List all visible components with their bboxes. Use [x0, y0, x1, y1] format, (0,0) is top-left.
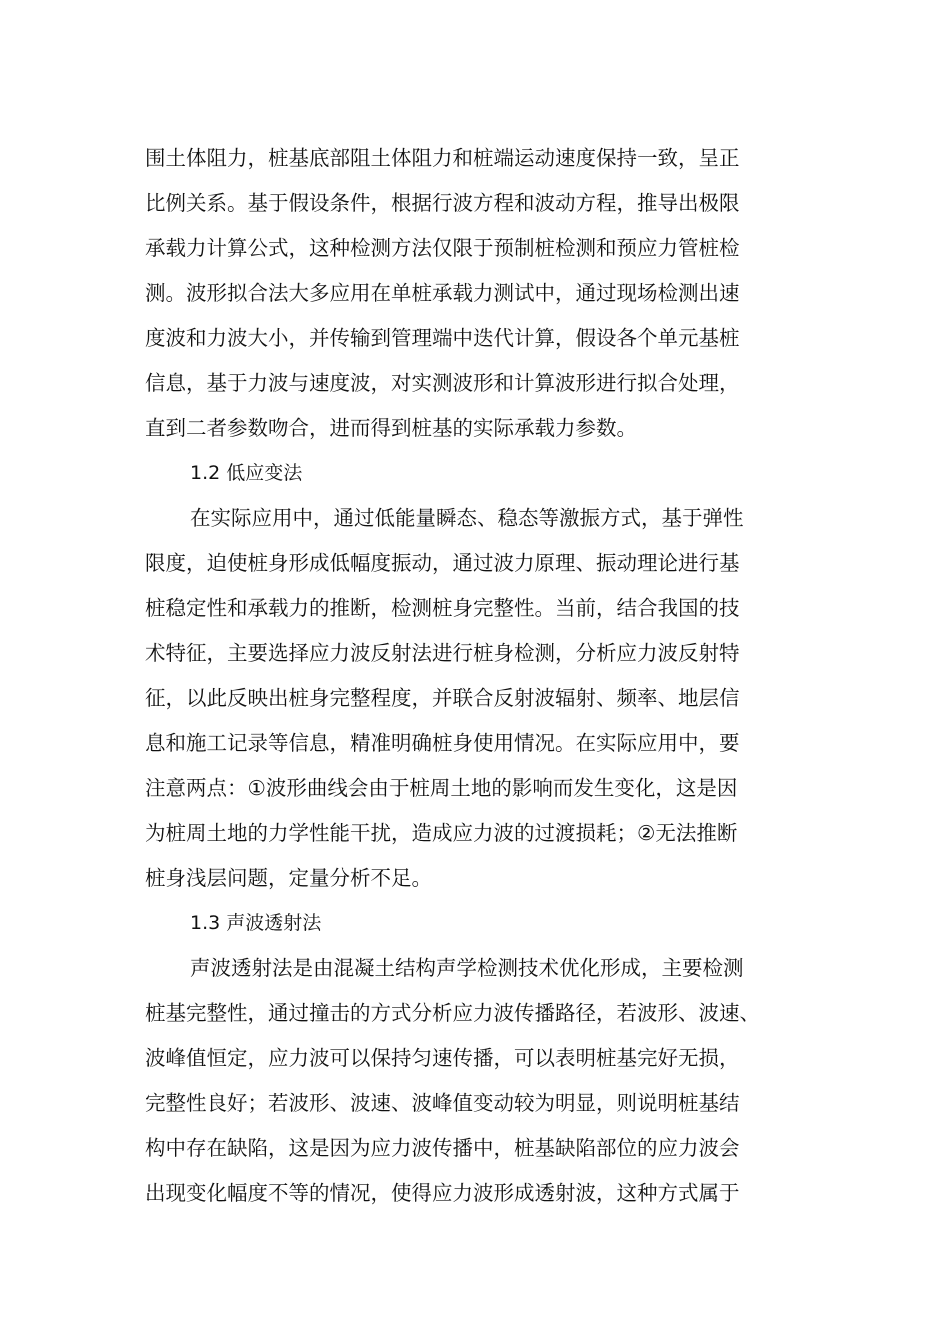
text-line: 构中存在缺陷，这是因为应力波传播中，桩基缺陷部位的应力波会 — [145, 1136, 740, 1160]
section-heading-1-3: 1.3 声波透射法 — [190, 912, 322, 934]
text-line: 出现变化幅度不等的情况，使得应力波形成透射波，这种方式属于 — [145, 1181, 740, 1205]
text-line: 比例关系。基于假设条件，根据行波方程和波动方程，推导出极限 — [145, 191, 740, 215]
text-line: 桩基完整性，通过撞击的方式分析应力波传播路径，若波形、波速、 — [145, 1001, 760, 1025]
text-line: 信息，基于力波与速度波，对实测波形和计算波形进行拟合处理， — [145, 371, 740, 395]
section-heading-1-2: 1.2 低应变法 — [190, 462, 303, 484]
text-line: 围土体阻力，桩基底部阻土体阻力和桩端运动速度保持一致，呈正 — [145, 146, 740, 170]
text-line: 桩稳定性和承载力的推断，检测桩身完整性。当前，结合我国的技 — [145, 596, 740, 620]
text-line: 限度，迫使桩身形成低幅度振动，通过波力原理、振动理论进行基 — [145, 551, 740, 575]
text-line: 波峰值恒定，应力波可以保持匀速传播，可以表明桩基完好无损， — [145, 1046, 740, 1070]
text-line: 征，以此反映出桩身完整程度，并联合反射波辐射、频率、地层信 — [145, 686, 740, 710]
text-line: 声波透射法是由混凝土结构声学检测技术优化形成，主要检测 — [190, 956, 744, 980]
text-line: 桩身浅层问题，定量分析不足。 — [145, 866, 432, 890]
text-line: 为桩周土地的力学性能干扰，造成应力波的过渡损耗；②无法推断 — [145, 821, 738, 845]
text-line: 直到二者参数吻合，进而得到桩基的实际承载力参数。 — [145, 416, 637, 440]
text-line: 息和施工记录等信息，精准明确桩身使用情况。在实际应用中，要 — [145, 731, 740, 755]
text-line: 在实际应用中，通过低能量瞬态、稳态等激振方式，基于弹性 — [190, 506, 744, 530]
text-line: 测。波形拟合法大多应用在单桩承载力测试中，通过现场检测出速 — [145, 281, 740, 305]
text-line: 术特征，主要选择应力波反射法进行桩身检测，分析应力波反射特 — [145, 641, 740, 665]
text-line: 度波和力波大小，并传输到管理端中迭代计算，假设各个单元基桩 — [145, 326, 740, 350]
text-line: 承载力计算公式，这种检测方法仅限于预制桩检测和预应力管桩检 — [145, 236, 740, 260]
text-line: 注意两点：①波形曲线会由于桩周土地的影响而发生变化，这是因 — [145, 776, 738, 800]
text-line: 完整性良好；若波形、波速、波峰值变动较为明显，则说明桩基结 — [145, 1091, 740, 1115]
